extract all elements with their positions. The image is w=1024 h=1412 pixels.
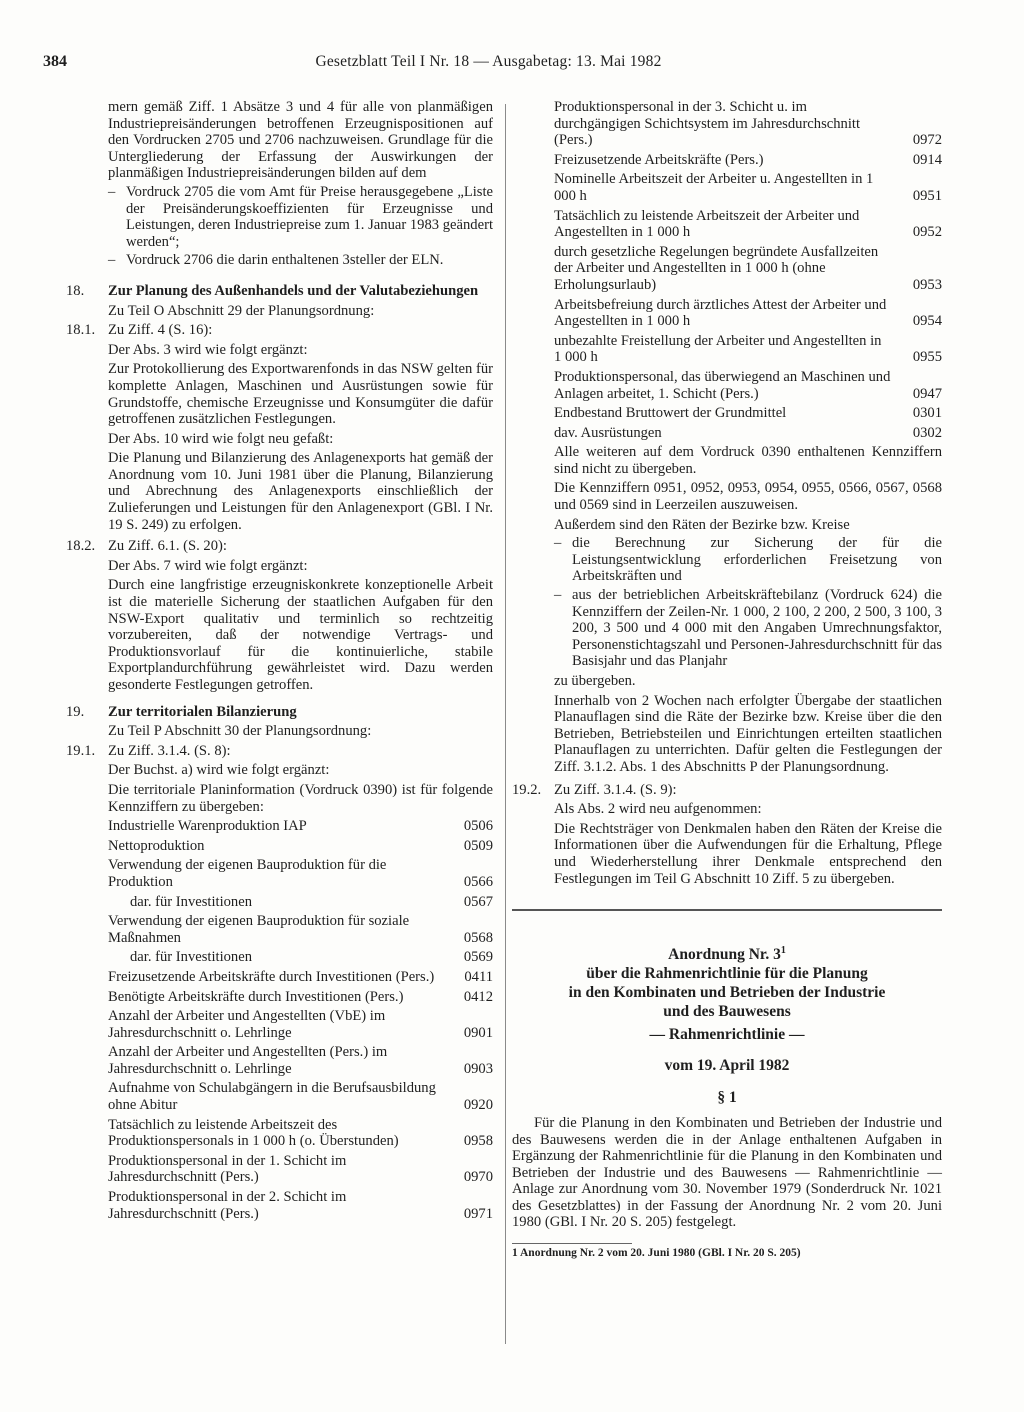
ziffer-heading: Zu Ziff. 3.1.4. (S. 8): [108, 742, 231, 759]
kennziffer-label: Tatsächlich zu leistende Arbeitszeit des Produktionspersonals in 1 000 h (o. Überstunden) [108, 1116, 399, 1150]
section-19-1 [66, 743, 493, 1222]
kennziffer-label: Verwendung der eigenen Bauproduktion für soziale Maßnahmen [108, 913, 410, 946]
kennziffer-code: 0971 [463, 1205, 493, 1222]
kennziffer-row [554, 369, 942, 402]
kennziffer-row [108, 989, 493, 1006]
dash-item: – aus der betrieblichen Arbeitskräftebilanz (Vordruck 624) die Kennziffern der Zeilen-Nr. 1 000, 2 100, 2 200, 2 500, 3 100, 3 200, 3 500 und 4 000 mit den Angaben Umrechnungsfaktor, Personenstichtagszahl und Personen-Jahresdurchschnitt für das Basisjahr und das Planjahr [554, 587, 942, 670]
kennziffer-label: dar. für Investitionen [130, 893, 252, 910]
ordinance-title-line: über die Rahmenrichtlinie für die Planung [586, 965, 868, 983]
paragraph: Außerdem sind den Räten der Bezirke bzw. Kreise [554, 516, 850, 533]
kennziffer-code: 0566 [463, 873, 493, 890]
kennziffer-code: 0569 [463, 949, 493, 966]
kennziffer-code: 0952 [912, 224, 942, 241]
kennziffer-label: Benötigte Arbeitskräfte durch Investitionen (Pers.) [108, 988, 404, 1005]
paragraph: zu übergeben. [554, 673, 636, 689]
kennziffer-row [108, 1153, 493, 1186]
section-18-1 [66, 322, 493, 533]
section-separator [512, 909, 942, 911]
kennziffer-label: Industrielle Warenproduktion IAP [108, 818, 307, 835]
kennziffer-code: 0920 [463, 1097, 493, 1114]
section-number: 18.1. [66, 322, 96, 339]
section-number: 19.1. [66, 742, 96, 759]
paragraph: Die Rechtsträger von Denkmalen haben den Räten der Kreise die Informationen über die Aufwendungen für die Erhaltung, Pflege und Wiederherstellung ihrer Denkmale entsprechend den Festlegungen im Teil G Abschnitt 10 Ziff. 5 zu übergeben. [554, 820, 942, 887]
section-number: 18. [66, 282, 85, 299]
kennziffer-code: 0568 [463, 929, 493, 946]
kennziffer-row [108, 857, 493, 890]
kennziffer-code: 0903 [463, 1060, 493, 1077]
section-18 [66, 283, 493, 319]
kennziffer-row [108, 969, 493, 986]
left-column [66, 96, 493, 1222]
kennziffer-row [108, 838, 493, 855]
kennziffer-label: Freizusetzende Arbeitskräfte (Pers.) [554, 151, 764, 168]
kennziffer-label: Produktionspersonal in der 3. Schicht u. im durchgängigen Schichtsystem im Jahresdurchschnitt (Pers.) [554, 99, 860, 149]
ziffer-heading: Zu Ziff. 4 (S. 16): [108, 322, 213, 339]
kennziffer-code: 0954 [912, 313, 942, 330]
page-header [43, 54, 934, 76]
paragraph: Die Planung und Bilanzierung des Anlagenexports hat gemäß der Anordnung vom 10. Juni 1981 über die Planung, Bilanzierung und Abrechnung des Anlagenexports einschließlich der Zulieferungen und Leistungen für den Anlagenexport (GBl. I Nr. 19 S. 249) zu erfolgen. [108, 450, 493, 533]
kennziffer-code: 0901 [463, 1024, 493, 1041]
kennziffer-label: unbezahlte Freistellung der Arbeiter und Angestellten in 1 000 h [554, 332, 882, 366]
kennziffer-label: Anzahl der Arbeiter und Angestellten (Pers.) im Jahresdurchschnitt o. Lehrlinge [108, 1044, 388, 1077]
kennziffer-label: Tatsächlich zu leistende Arbeitszeit der Arbeiter und Angestellten in 1 000 h [554, 207, 860, 241]
ordinance-title: Anordnung Nr. $3^1$ [668, 944, 786, 964]
kennziffer-label: Nettoproduktion [108, 837, 205, 854]
kennziffer-code: 0951 [912, 187, 942, 204]
kennziffer-code: 0302 [912, 424, 942, 441]
ordinance-date: vom 19. April 1982 [664, 1056, 790, 1074]
page-number: 384 [43, 53, 67, 70]
kennziffer-label: Produktionspersonal in der 2. Schicht im Jahresdurchschnitt (Pers.) [108, 1189, 347, 1222]
kennziffer-label: Freizusetzende Arbeitskräfte durch Investitionen (Pers.) [108, 968, 435, 985]
kennziffer-label: Produktionspersonal, das überwiegend an Maschinen und Anlagen arbeitet, 1. Schicht (Pers.) [554, 368, 891, 402]
kennziffer-code: 0914 [912, 151, 942, 168]
paragraph: Als Abs. 2 wird neu aufgenommen: [554, 801, 762, 818]
section-19 [66, 704, 493, 740]
ordinance-title-line: und des Bauwesens [663, 1003, 791, 1021]
kennziffer-row [108, 913, 493, 946]
column-divider [505, 104, 506, 1344]
kennziffer-code: 0301 [912, 405, 942, 422]
dash-item: – die Berechnung zur Sicherung der für die Leistungsentwicklung erforderlichen Freisetzung von Arbeitskräften und [554, 535, 942, 585]
paragraph-heading: § 1 [717, 1089, 737, 1107]
kennziffer-code: 0953 [912, 276, 942, 293]
paragraph: Der Abs. 3 wird wie folgt ergänzt: [108, 341, 308, 358]
kennziffer-row [554, 244, 942, 294]
kennziffer-row [108, 949, 493, 966]
kennziffer-code: 0509 [463, 837, 493, 854]
kennziffer-label: dav. Ausrüstungen [554, 424, 662, 441]
section-19-2 [512, 782, 942, 888]
kennziffer-label: Produktionspersonal in der 1. Schicht im Jahresdurchschnitt (Pers.) [108, 1152, 347, 1186]
kennziffer-code: 0506 [463, 818, 493, 835]
paragraph: Durch eine langfristige erzeugniskonkrete konzeptionelle Arbeit ist die materielle Sicherung der staatlichen Aufgaben für den NSW-Export qualitativ und terminlich so rechtzeitig vorzubereiten, daß der notwendige Vertrags- und Produktionsvorlauf für die kontinuierliche, stabile Exportplandurchführung gewährleistet wird. Dazu werden gesonderte Festlegungen getroffen. [108, 577, 493, 693]
kennziffer-code: 0970 [463, 1169, 493, 1186]
kennziffer-row [108, 1080, 493, 1113]
ordinance-heading [512, 945, 942, 1260]
kennziffer-code: 0955 [912, 349, 942, 366]
intro-paragraph: mern gemäß Ziff. 1 Absätze 3 und 4 für alle von planmäßigen Industriepreisänderungen betroffenen Erzeugnispositionen auf den Vordrucken 2705 und 2706 nachzuweisen. Grundlage für die Untergliederung der Erfassung der Auswirkungen der planmäßigen Industriepreisänderungen bilden auf dem [108, 99, 493, 182]
kennziffer-row [108, 1117, 493, 1150]
section-number: 19.2. [512, 781, 542, 798]
kennziffer-label: Aufnahme von Schulabgängern in die Berufsausbildung ohne Abitur [108, 1080, 436, 1114]
section-number: 18.2. [66, 538, 96, 555]
ordinance-subtitle: — Rahmenrichtlinie — [649, 1026, 805, 1044]
kennziffer-label: dar. für Investitionen [130, 949, 252, 966]
ordinance-title-line: in den Kombinaten und Betrieben der Industrie [568, 984, 886, 1002]
header-title: Gesetzblatt Teil I Nr. 18 — Ausgabetag: 13. Mai 1982 [315, 53, 662, 70]
kennziffer-label: Arbeitsbefreiung durch ärztliches Attest der Arbeiter und Angestellten in 1 000 h [554, 296, 887, 330]
paragraph: Der Abs. 10 wird wie folgt neu gefaßt: [108, 430, 334, 447]
kennziffer-label: Verwendung der eigenen Bauproduktion für die Produktion [108, 857, 387, 890]
section-title: Zur Planung des Außenhandels und der Valutabeziehungen [108, 282, 479, 299]
paragraph: Zur Protokollierung des Exportwarenfonds in das NSW gelten für komplette Anlagen, Maschinen und Ausrüstungen sowie für Grundstoffe, chemische Erzeugnisse und Konsumgüter die dafür getroffenen zusätzlichen Festlegungen. [108, 361, 493, 428]
kennziffer-code: 0567 [463, 893, 493, 910]
kennziffer-row [108, 818, 493, 835]
kennziffer-code: 0958 [463, 1133, 493, 1150]
kennziffer-row [554, 425, 942, 442]
kennziffer-code: 0972 [912, 132, 942, 149]
kennziffer-row [554, 171, 942, 204]
kennziffer-row [554, 99, 942, 149]
right-column [512, 96, 942, 1260]
ziffer-heading: Zu Ziff. 6.1. (S. 20): [108, 538, 227, 555]
kennziffer-label: Nominelle Arbeitszeit der Arbeiter u. Angestellten in 1 000 h [554, 171, 874, 204]
section-reference: Zu Teil O Abschnitt 29 der Planungsordnung: [108, 302, 375, 319]
paragraph: Innerhalb von 2 Wochen nach erfolgter Übergabe der staatlichen Planauflagen sind die Räte der Bezirke bzw. Kreise über die den Betrieben, Betriebsteilen und Einrichtungen erteilten staatlichen Planauflagen zu unterrichten. Dafür gelten die Festlegungen der Ziff. 3.1.2. Abs. 1 des Abschnitts P der Planungsordnung. [554, 692, 942, 775]
footnote: 1 Anordnung Nr. 2 vom 20. Juni 1980 (GBl. I Nr. 20 S. 205) [512, 1247, 801, 1260]
footnote-marker: 1 [780, 944, 786, 956]
footnote-rule [512, 1243, 632, 1244]
dash-item: – Vordruck 2705 die vom Amt für Preise herausgegebene „Liste der Preisänderungskoeffizienten für Erzeugnisse und Leistungen, deren Industriepreise zum 1. Januar 1983 geändert werden“; [108, 183, 493, 250]
dash-item: – Vordruck 2706 die darin enthaltenen 3steller der ELN. [108, 252, 444, 269]
kennziffer-row [554, 152, 942, 169]
paragraph: Alle weiteren auf dem Vordruck 0390 enthaltenen Kennziffern sind nicht zu übergeben. [554, 444, 942, 477]
kennziffer-row [554, 405, 942, 422]
ziffer-heading: Zu Ziff. 3.1.4. (S. 9): [554, 781, 677, 798]
section-title: Zur territorialen Bilanzierung [108, 703, 297, 720]
kennziffer-code: 0947 [912, 385, 942, 402]
kennziffer-row [108, 894, 493, 911]
kennziffer-row [554, 333, 942, 366]
section-reference: Zu Teil P Abschnitt 30 der Planungsordnung: [108, 723, 372, 740]
kennziffer-code: 0411 [464, 968, 493, 985]
kennziffer-code: 0412 [463, 988, 493, 1005]
kennziffer-label: Endbestand Bruttowert der Grundmittel [554, 405, 787, 422]
kennziffer-list [108, 818, 493, 1222]
kennziffer-row [108, 1189, 493, 1222]
section-number: 19. [66, 703, 85, 720]
kennziffer-row [554, 208, 942, 241]
paragraph: Die Kennziffern 0951, 0952, 0953, 0954, 0955, 0566, 0567, 0568 und 0569 sind in Leerzeilen auszuweisen. [554, 480, 942, 514]
kennziffer-label: durch gesetzliche Regelungen begründete Ausfallzeiten der Arbeiter und Angestellten in 1 000 h (ohne Erholungsurlaub) [554, 243, 879, 293]
section-18-2 [66, 538, 493, 693]
paragraph: Die territoriale Planinformation (Vordruck 0390) ist für folgende Kennziffern zu übergeben: [108, 781, 493, 815]
paragraph: Der Abs. 7 wird wie folgt ergänzt: [108, 557, 308, 574]
kennziffer-row [108, 1008, 493, 1041]
paragraph: Der Buchst. a) wird wie folgt ergänzt: [108, 762, 330, 779]
kennziffer-label: Anzahl der Arbeiter und Angestellten (VbE) im Jahresdurchschnitt o. Lehrlinge [108, 1008, 386, 1041]
paragraph-text: Für die Planung in den Kombinaten und Betrieben der Industrie und des Bauwesens werden die in der Anlage enthaltenen Aufgaben in Ergänzung der Rahmenrichtlinie für die Planung in den Kombinaten und Betrieben der Industrie und des Bauwesens — Rahmenrichtlinie — Anlage zur Anordnung vom 30. November 1979 (Sonderdruck Nr. 1021 des Gesetzblattes) in der Fassung der Anordnung Nr. 2 vom 20. Juni 1980 (GBl. I Nr. 20 S. 205) festgelegt. [512, 1114, 942, 1231]
kennziffer-row [108, 1044, 493, 1077]
kennziffer-row [554, 297, 942, 330]
kennziffer-list [554, 99, 942, 441]
